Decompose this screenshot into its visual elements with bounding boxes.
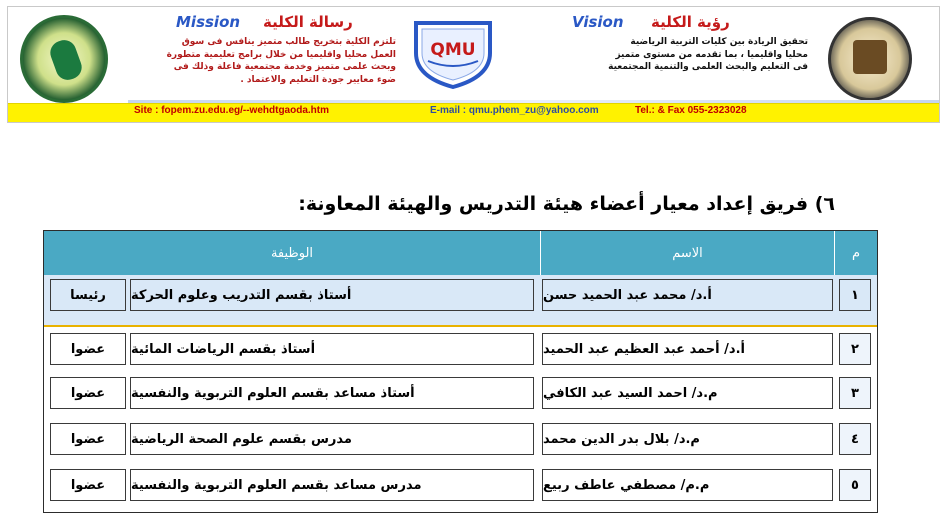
row-number: ٢	[839, 333, 871, 365]
banner-contact-bar	[8, 103, 939, 122]
member-status: عضوا	[50, 377, 126, 409]
email-link[interactable]: E-mail : qmu.phem_zu@yahoo.com	[430, 105, 599, 116]
member-name: أ.د/ أحمد عبد العظيم عبد الحميد	[542, 333, 833, 365]
member-position: مدرس مساعد بقسم العلوم التربوية والنفسية	[130, 469, 534, 501]
faculty-seal-logo	[20, 15, 108, 103]
member-position: أستاذ مساعد بقسم العلوم التربوية والنفسية	[130, 377, 534, 409]
university-seal-logo	[828, 17, 912, 101]
member-status: عضوا	[50, 423, 126, 455]
vision-heading-en: Vision	[572, 13, 624, 31]
header-name: الاسم	[540, 231, 835, 275]
member-position: أستاذ بقسم الرياضات المائية	[130, 333, 534, 365]
member-status: عضوا	[50, 469, 126, 501]
member-status: رئيسا	[50, 279, 126, 311]
vision-line: محليا واقليميا ، بما تقدمه من مستوى متميز	[615, 49, 808, 60]
table-row	[44, 373, 877, 419]
mission-heading-en: Mission	[176, 13, 241, 31]
mission-heading-ar: رسالة الكلية	[263, 13, 353, 31]
member-position: أستاذ بقسم التدريب وعلوم الحركة	[130, 279, 534, 311]
header-role: الوظيفة	[44, 231, 540, 275]
site-link[interactable]: Site : fopem.zu.edu.eg/--wehdtgaoda.htm	[134, 105, 329, 116]
table-row	[44, 419, 877, 465]
header-num: م	[835, 231, 877, 275]
table-row	[44, 465, 877, 511]
mission-line: تلتزم الكلية بتخريج طالب متميز ينافس فى سوق	[181, 37, 396, 47]
section-title: ٦) فريق إعداد معيار أعضاء هيئة التدريس والهيئة المعاونة:	[298, 193, 835, 215]
vision-line: فى التعليم والبحث العلمى والتنمية المجتمعية	[608, 62, 808, 72]
vision-text	[518, 36, 808, 74]
mission-line: ضوء معايير جودة التعليم والاعتماد .	[240, 74, 396, 85]
table-row	[44, 275, 877, 327]
row-number: ٣	[839, 377, 871, 409]
vision-line: تحقيق الريادة بين كليات التربية الرياضية	[630, 37, 808, 47]
mission-text	[134, 36, 396, 86]
table-row	[44, 329, 877, 373]
member-name: م.د/ بلال بدر الدين محمد	[542, 423, 833, 455]
mission-line: العمل محليا واقليميا من خلال برامج تعليمية متطورة	[166, 49, 396, 60]
member-name: م.م/ مصطفي عاطف ربيع	[542, 469, 833, 501]
college-banner	[7, 6, 940, 123]
row-number: ١	[839, 279, 871, 311]
mission-line: وبحث علمى متميز وخدمة مجتمعية فاعلة وذلك فى	[173, 62, 396, 72]
row-number: ٥	[839, 469, 871, 501]
qmu-logo-text: QMU	[430, 40, 476, 60]
row-number: ٤	[839, 423, 871, 455]
member-position: مدرس بقسم علوم الصحة الرياضية	[130, 423, 534, 455]
vision-heading-ar: رؤية الكلية	[651, 13, 730, 31]
qmu-shield-logo	[410, 17, 496, 89]
member-status: عضوا	[50, 333, 126, 365]
team-table	[43, 230, 878, 513]
member-name: م.د/ احمد السيد عبد الكافي	[542, 377, 833, 409]
tel-fax-text: Tel.: & Fax 055-2323028	[635, 105, 747, 116]
member-name: أ.د/ محمد عبد الحميد حسن	[542, 279, 833, 311]
